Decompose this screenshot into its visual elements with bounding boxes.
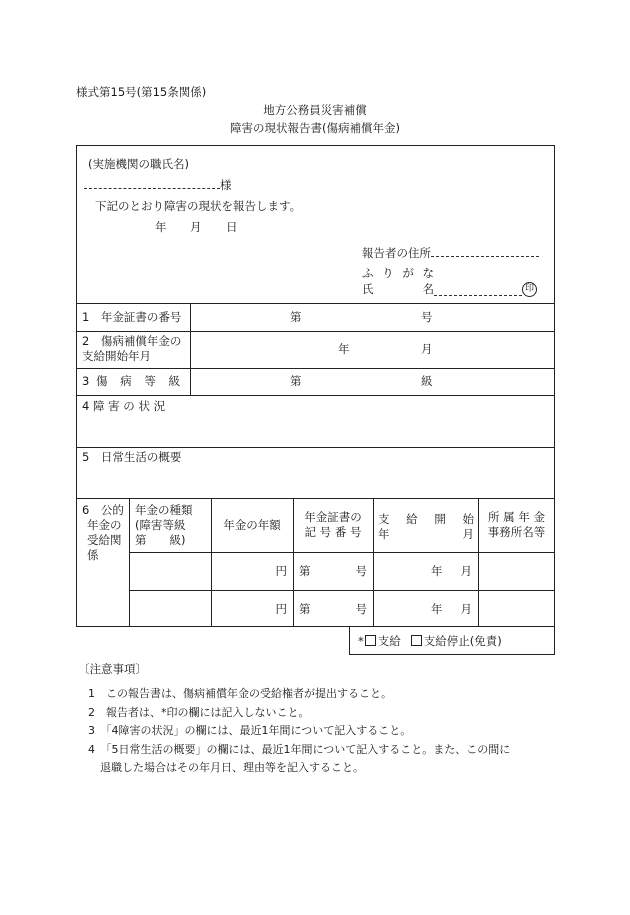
note-item: 4 「5日常生活の概要」の欄には、最近1年間について記入すること。また、この間に: [88, 743, 511, 756]
note-item: 1 この報告書は、傷病補償年金の受給権者が提出すること。: [88, 687, 392, 700]
pension-col-amount: 年金の年額: [223, 518, 281, 532]
agency-label: (実施機関の職氏名): [88, 157, 189, 171]
row3-num: 3: [82, 374, 90, 388]
row3-label: 傷 病 等 級: [96, 374, 180, 388]
row2-label-line2: 支給開始年月: [82, 349, 151, 363]
pension-row2-type[interactable]: [129, 590, 211, 627]
pension-row1-cert[interactable]: 第 号: [299, 564, 367, 578]
form-number: 様式第15号(第15条関係): [76, 85, 207, 99]
date-day: 日: [226, 220, 238, 234]
pension-col-office: 所 属 年 金 事務所名等: [487, 510, 546, 539]
row5-input[interactable]: [76, 464, 555, 498]
pension-col-start: 支 給 開 始 年 月: [378, 512, 474, 541]
pension-row2-amount[interactable]: [211, 590, 293, 627]
date-month: 月: [190, 220, 202, 234]
pension-row1-start[interactable]: 年 月: [431, 564, 472, 578]
intro-text: 下記のとおり障害の現状を報告します。: [95, 199, 302, 213]
title-line1: 地方公務員災害補償: [263, 103, 367, 117]
yen-unit: 円: [275, 564, 287, 578]
seal-icon: 印: [522, 282, 537, 297]
row2-input[interactable]: [190, 331, 555, 368]
sama-label: 様: [220, 178, 232, 192]
divider: [76, 447, 555, 448]
divider: [76, 395, 555, 396]
option-suspend: 支給停止(免責): [423, 633, 502, 648]
payment-status-box: [349, 626, 555, 655]
row4-input[interactable]: [76, 412, 555, 447]
row5-label: 5 日常生活の概要: [82, 450, 182, 464]
pension-row1-type[interactable]: [129, 552, 211, 590]
addressee-blank[interactable]: [84, 176, 220, 189]
pension-row1-office[interactable]: [478, 552, 555, 590]
date-year: 年: [155, 220, 167, 234]
note-item: 2 報告者は、*印の欄には記入しないこと。: [88, 706, 310, 719]
furigana-label: ふ り が な: [362, 266, 434, 280]
note-item: 3 「4障害の状況」の欄には、最近1年間について記入すること。: [88, 724, 412, 737]
addressee-line[interactable]: [84, 176, 232, 193]
pension-row2-cert[interactable]: 第 号: [299, 601, 367, 616]
pension-col-type: 年金の種類 (障害等級 第 級): [135, 503, 193, 547]
row3-kyu: 級: [421, 374, 433, 388]
pension-col-cert: 年金証書の 記 号 番 号: [304, 510, 362, 539]
reporter-address[interactable]: [362, 244, 539, 261]
row1-label: 1 年金証書の番号: [82, 310, 182, 324]
reporter-name[interactable]: [362, 282, 537, 297]
checkbox-suspend[interactable]: [411, 635, 422, 646]
row3-dai: 第: [290, 374, 302, 388]
row1-dai: 第: [290, 310, 302, 324]
row3-input[interactable]: [190, 368, 555, 395]
pension-row2-start[interactable]: 年 月: [431, 601, 472, 616]
pension-row2-office[interactable]: [478, 590, 555, 627]
note-item: 退職した場合はその年月日、理由等を記入すること。: [100, 761, 364, 774]
row2-label-line1: 2 傷病補償年金の: [82, 334, 182, 348]
name-label: 氏 名: [362, 281, 434, 296]
yen-unit: 円: [275, 601, 287, 616]
row1-gou: 号: [421, 310, 433, 324]
notes-heading: 〔注意事項〕: [78, 662, 147, 676]
row2-month: 月: [421, 342, 433, 356]
title-line2: 障害の現状報告書(傷病補償年金): [230, 121, 400, 135]
asterisk-mark: *: [358, 633, 364, 648]
row2-year: 年: [338, 342, 350, 356]
name-blank[interactable]: [434, 283, 522, 296]
row1-input[interactable]: [190, 303, 555, 331]
checkbox-pay[interactable]: [365, 635, 376, 646]
address-blank[interactable]: [431, 244, 539, 257]
option-pay: 支給: [377, 633, 401, 648]
pension-row1-amount[interactable]: [211, 552, 293, 590]
row4-label: 4 障 害 の 状 況: [82, 399, 166, 413]
pension-side-label: 6 公的 年金の 受給関 係: [82, 503, 124, 562]
address-label: 報告者の住所: [362, 246, 431, 260]
